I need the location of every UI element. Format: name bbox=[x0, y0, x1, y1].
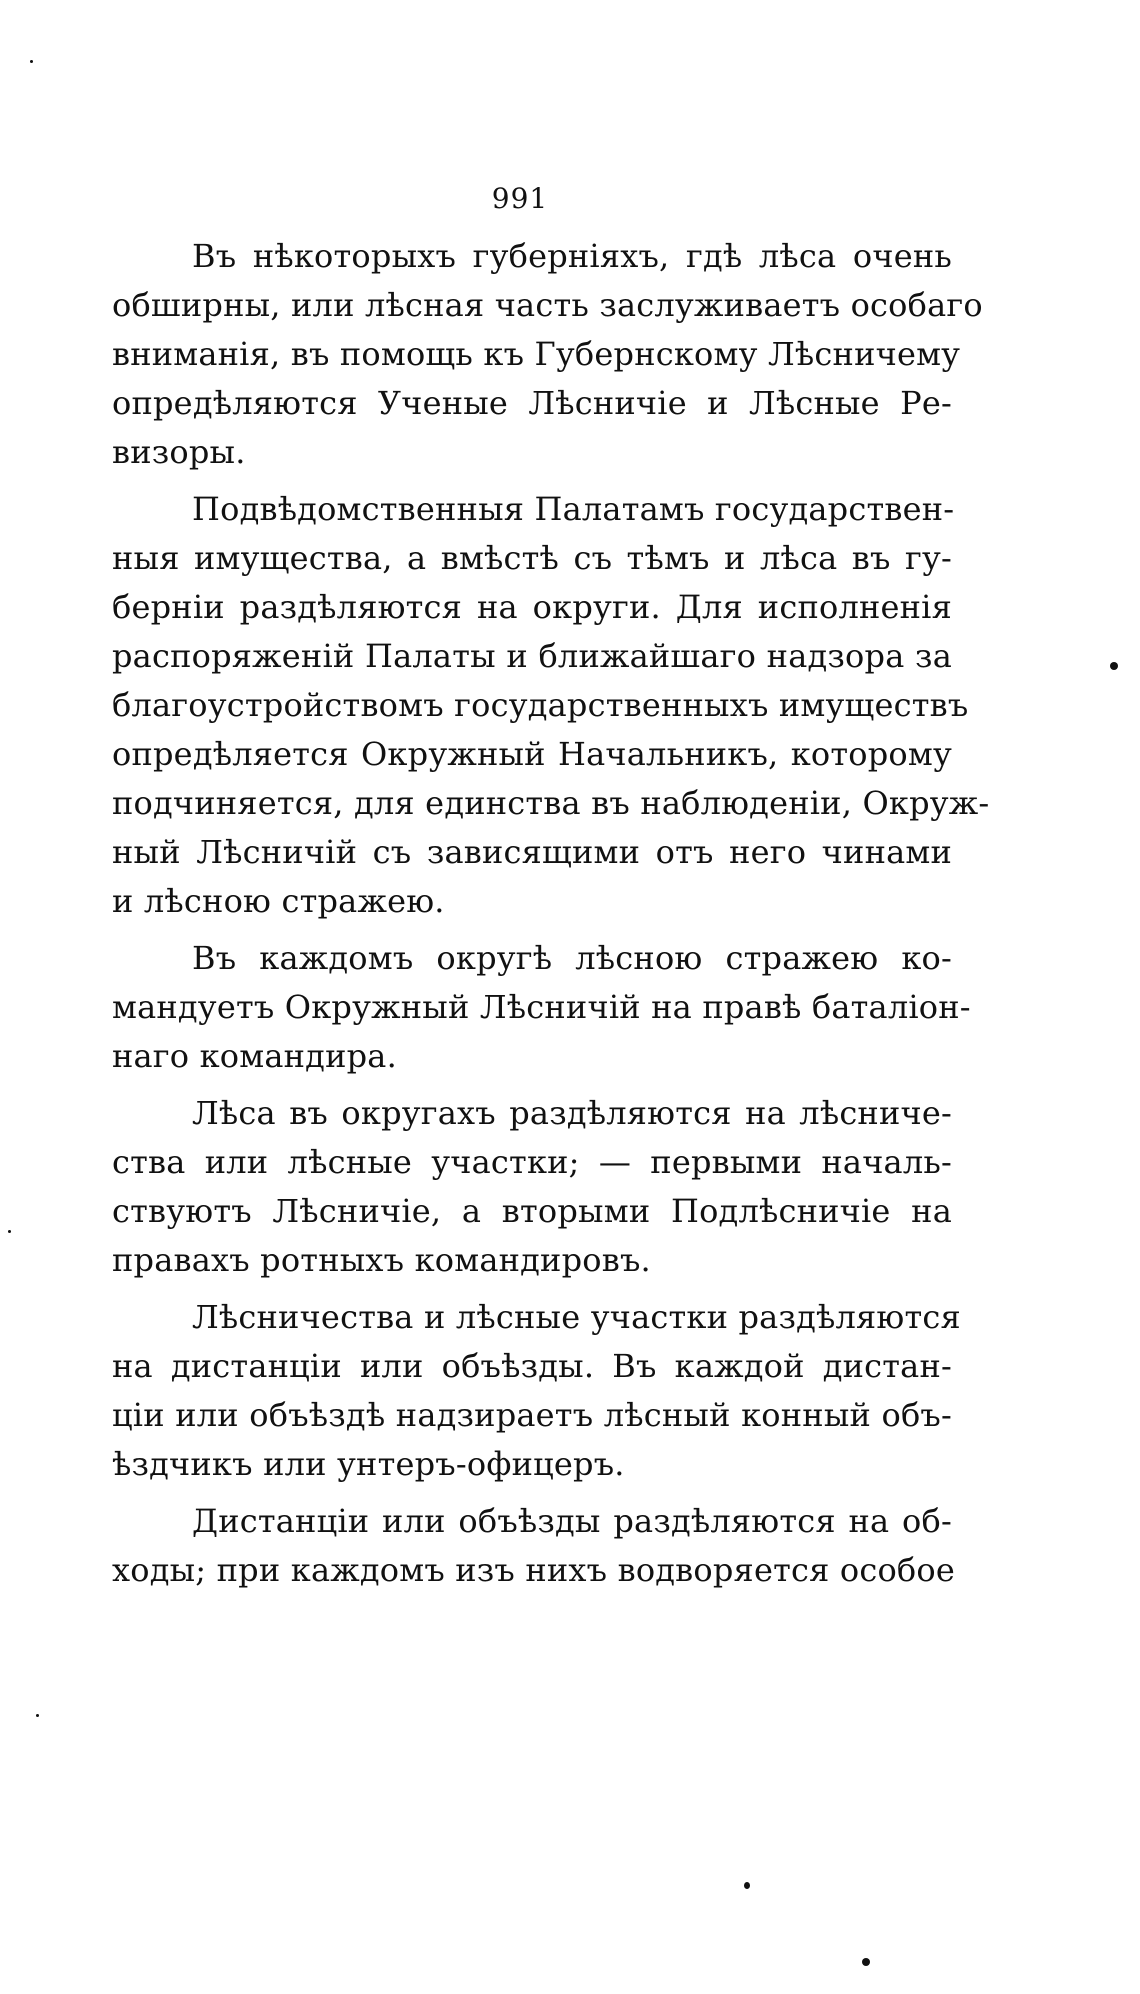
text-line: Лѣсничества и лѣсные участки раздѣляются bbox=[192, 1298, 961, 1336]
text-line: берніи раздѣляются на округи. Для исполненія bbox=[112, 588, 952, 626]
text-line: наго командира. bbox=[112, 1037, 397, 1075]
text-line: мандуетъ Окружный Лѣсничій на правѣ баталіон- bbox=[112, 988, 971, 1026]
ink-speck bbox=[744, 1882, 750, 1889]
text-line: опредѣляется Окружный Начальникъ, которому bbox=[112, 735, 952, 773]
text-line: опредѣляются Ученые Лѣсничіе и Лѣсные Ре- bbox=[112, 384, 952, 422]
text-line: Въ каждомъ округѣ лѣсною стражею ко- bbox=[192, 939, 952, 977]
text-line: ствуютъ Лѣсничіе, а вторыми Подлѣсничіе на bbox=[112, 1192, 952, 1230]
ink-speck bbox=[8, 1230, 11, 1233]
text-line: Лѣса въ округахъ раздѣляются на лѣсниче- bbox=[192, 1094, 952, 1132]
text-line: ѣздчикъ или унтеръ-офицеръ. bbox=[112, 1445, 625, 1483]
text-line: подчиняется, для единства въ наблюденіи, Окруж- bbox=[112, 784, 990, 822]
text-line: вниманія, въ помощь къ Губернскому Лѣсничему bbox=[112, 335, 961, 373]
paragraph bbox=[112, 485, 990, 926]
text-line: ныя имущества, а вмѣстѣ съ тѣмъ и лѣса въ гу- bbox=[112, 539, 952, 577]
paragraph bbox=[112, 1089, 952, 1285]
text-line: ходы; при каждомъ изъ нихъ водворяется особое bbox=[112, 1551, 955, 1589]
ink-speck bbox=[862, 1958, 870, 1966]
text-line: правахъ ротныхъ командировъ. bbox=[112, 1241, 651, 1279]
paragraph bbox=[112, 1497, 955, 1595]
text-line: на дистанціи или объѣзды. Въ каждой дистан- bbox=[112, 1347, 952, 1385]
ink-speck bbox=[30, 60, 33, 63]
ink-speck bbox=[1110, 662, 1118, 670]
text-line: распоряженій Палаты и ближайшаго надзора за bbox=[112, 637, 952, 675]
text-line: обширны, или лѣсная часть заслуживаетъ особаго bbox=[112, 286, 983, 324]
body-text bbox=[112, 232, 990, 1603]
text-line: Подвѣдомственныя Палатамъ государствен- bbox=[192, 490, 955, 528]
text-line: и лѣсною стражею. bbox=[112, 882, 445, 920]
text-line: ный Лѣсничій съ зависящими отъ него чинами bbox=[112, 833, 952, 871]
text-line: благоустройствомъ государственныхъ имуществъ bbox=[112, 686, 969, 724]
text-line: Дистанціи или объѣзды раздѣляются на об- bbox=[192, 1502, 952, 1540]
text-line: Въ нѣкоторыхъ губерніяхъ, гдѣ лѣса очень bbox=[192, 237, 952, 275]
text-line: визоры. bbox=[112, 433, 246, 471]
text-line: ціи или объѣздѣ надзираетъ лѣсный конный объ- bbox=[112, 1396, 952, 1434]
page-number: 991 bbox=[491, 182, 549, 215]
ink-speck bbox=[36, 1714, 39, 1717]
paragraph bbox=[112, 1293, 961, 1489]
paragraph bbox=[112, 232, 983, 477]
paragraph bbox=[112, 934, 971, 1081]
text-line: ства или лѣсные участки; — первыми началь- bbox=[112, 1143, 952, 1181]
